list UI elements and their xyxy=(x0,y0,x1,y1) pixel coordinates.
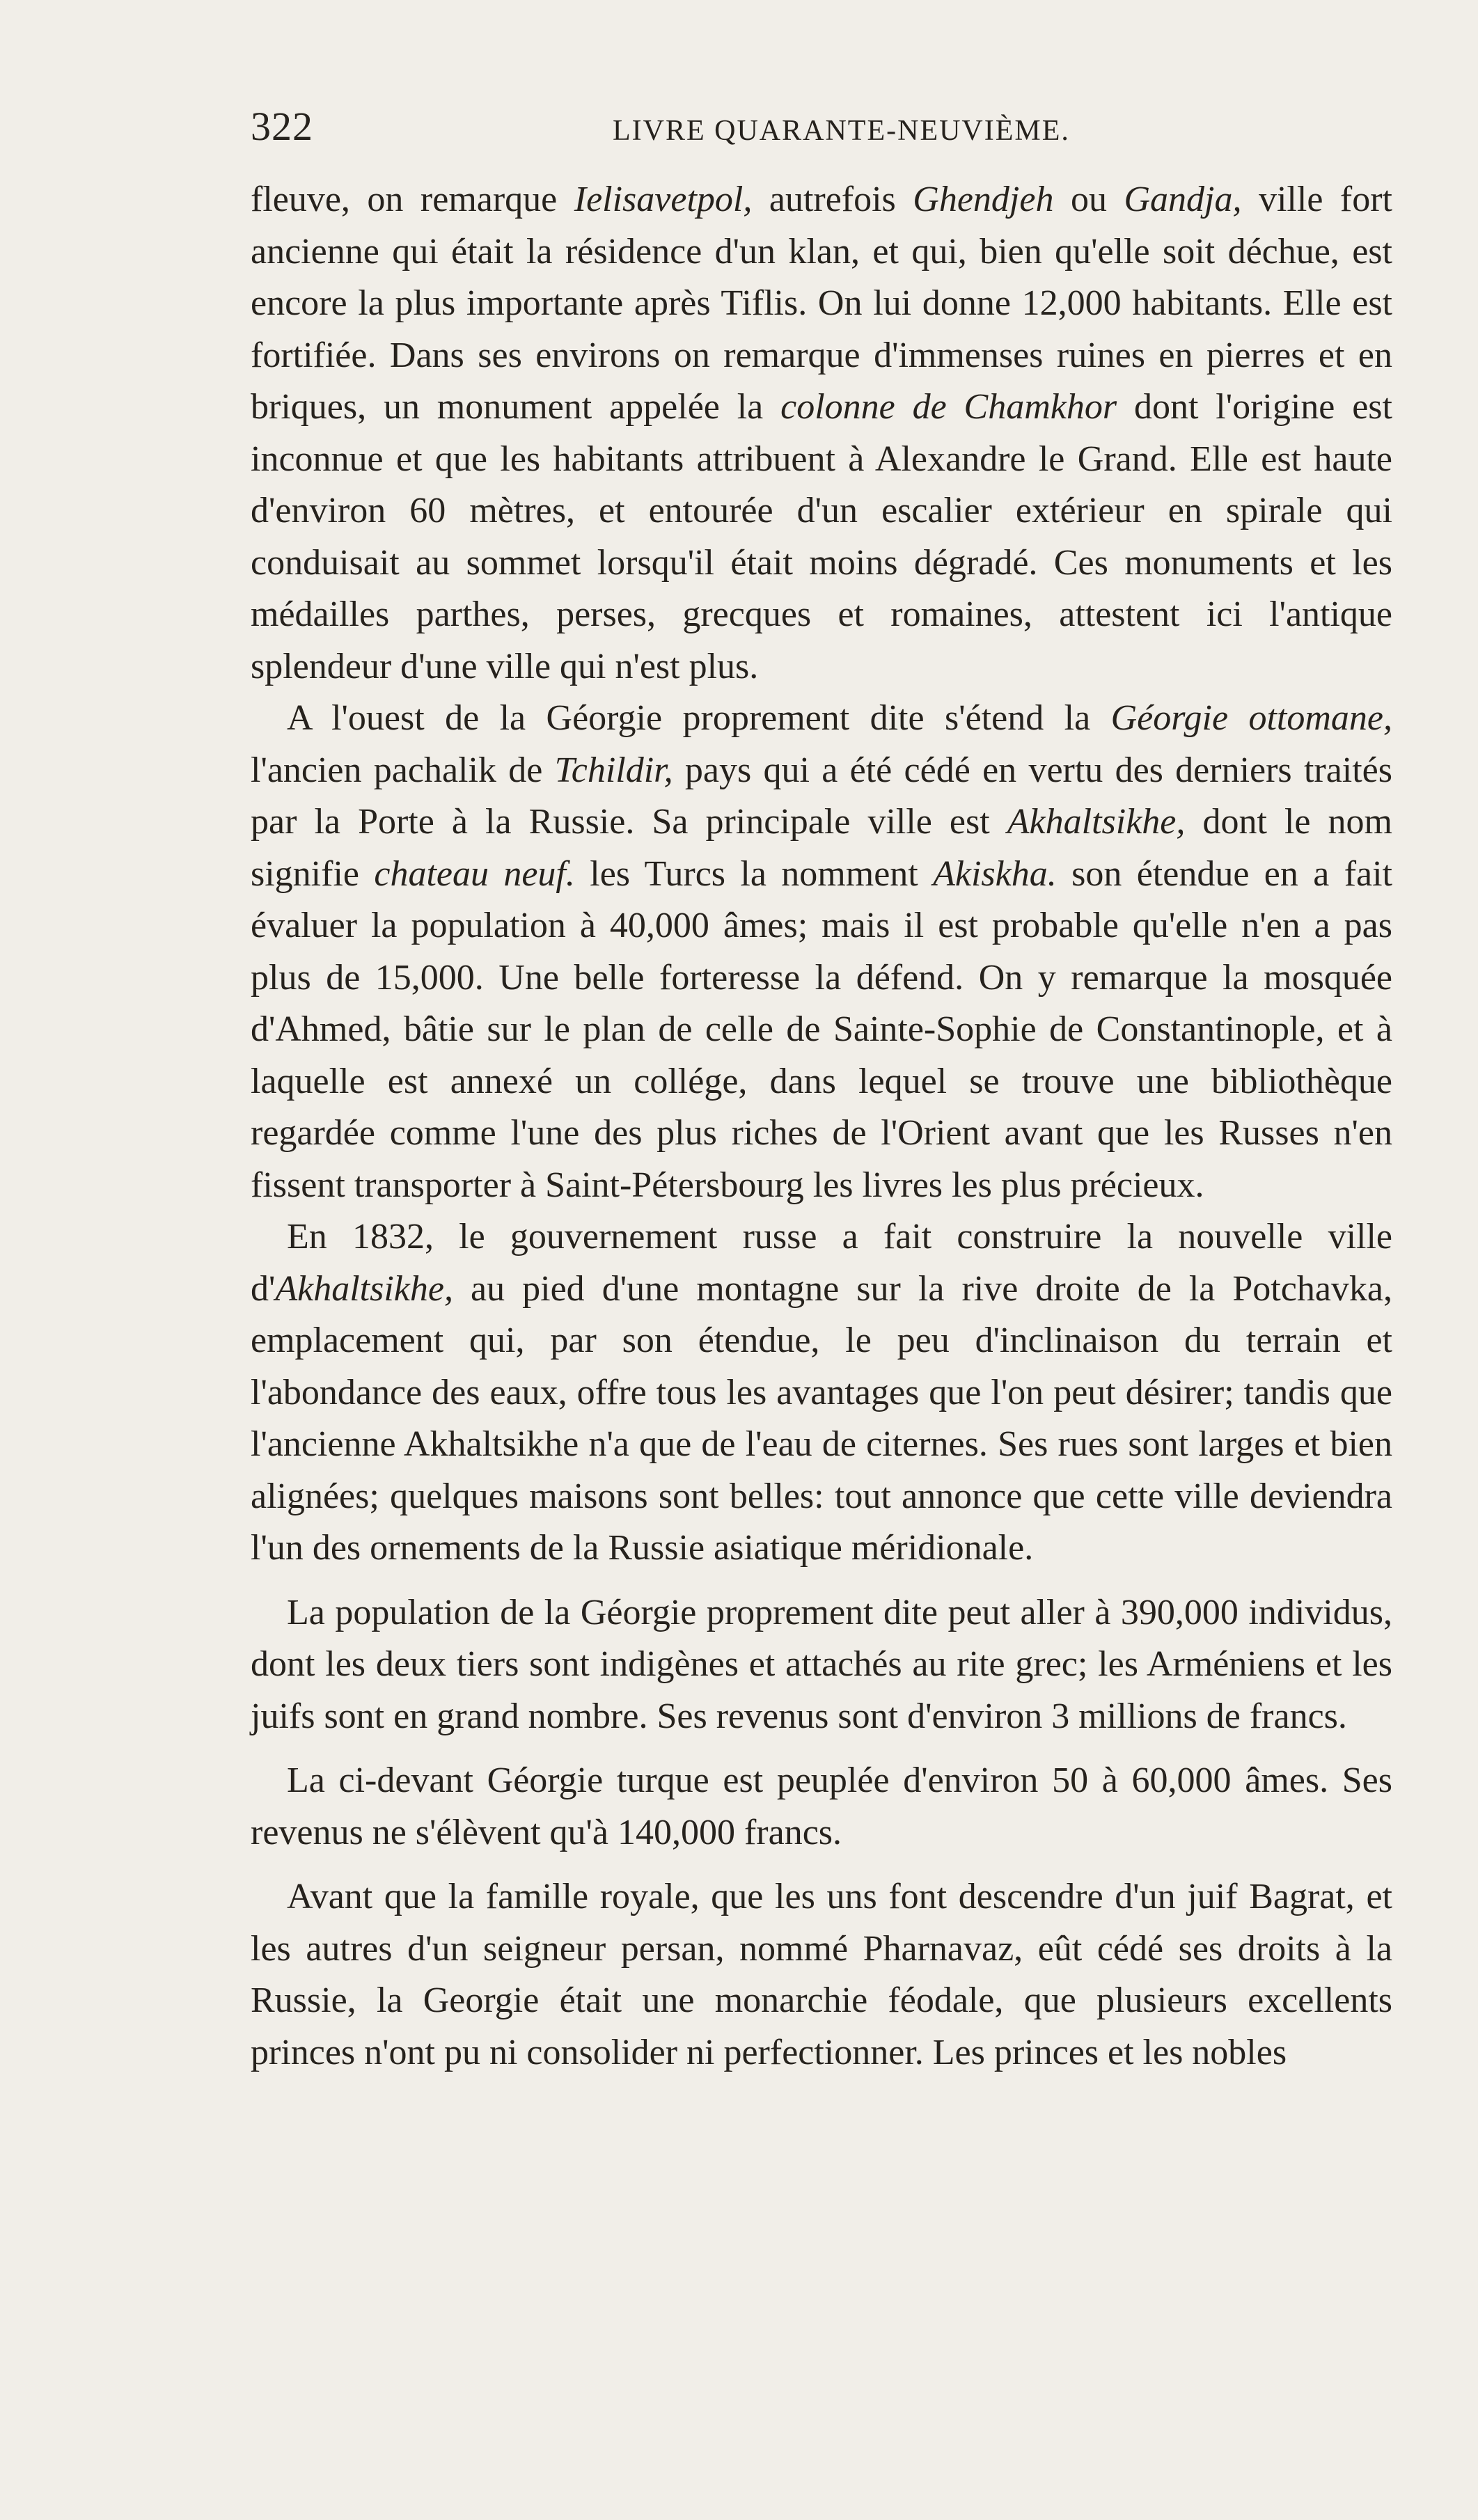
page-number: 322 xyxy=(251,104,313,149)
running-head: LIVRE QUARANTE-NEUVIÈME. xyxy=(613,115,1070,147)
text-segment: son étendue en a fait évaluer la population à 40,000 âmes; mais il est probable qu'elle n'en a pas plus de 15,000. Une belle forteresse la défend. On y remarque la mosquée d'Ahmed, bâtie sur le plan de celle de Sainte-Sophie de Constantinople, et à laquelle est annexé un collége, dans lequel se trouve une bibliothèque regardée comme l'une des plus riches de l'Orient avant que les Russes n'en fissent transporter à Saint-Pétersbourg les livres les plus précieux. xyxy=(251,853,1393,1205)
italic-text-segment: Géorgie ottomane, xyxy=(1110,698,1393,738)
paragraph xyxy=(251,693,1392,1211)
paragraph xyxy=(251,1755,1392,1859)
body-text xyxy=(251,174,1392,2079)
text-segment: A l'ouest de la Géorgie proprement dite s'étend la xyxy=(287,698,1111,738)
text-segment: fleuve, on remarque xyxy=(251,180,574,219)
text-segment: Avant que la famille royale, que les uns font descendre d'un juif Bagrat, et les autres d'un seigneur persan, nommé Pharnavaz, eût cédé ses droits à la Russie, la Georgie était une monarchie féodale, que plusieurs excellents princes n'ont pu ni consolider ni perfectionner. Les princes et les nobles xyxy=(251,1877,1392,2072)
italic-text-segment: Ielisavetpol, xyxy=(574,180,753,219)
text-segment: En 1832, le gouvernement russe a fait construire la nouvelle ville d' xyxy=(251,1217,1392,1309)
italic-text-segment: chateau neuf. xyxy=(374,853,575,894)
italic-text-segment: Akhaltsikhe, xyxy=(1007,802,1186,842)
text-segment: La population de la Géorgie proprement dite peut aller à 390,000 individus, dont les deux tiers sont indigènes et attachés au rite grec; les Arméniens et les juifs sont en grand nombre. Ses revenus sont d'environ 3 millions de francs. xyxy=(251,1592,1392,1736)
paragraph xyxy=(251,1871,1392,2079)
italic-text-segment: Tchildir, xyxy=(554,750,673,790)
text-segment: pays qui a été cédé en vertu des derniers traités par la Porte à la Russie. Sa principale ville est xyxy=(251,750,1393,842)
italic-text-segment: Ghendjeh xyxy=(913,180,1054,219)
text-segment: ou xyxy=(1053,180,1124,219)
text-segment: autrefois xyxy=(752,180,913,219)
paragraph xyxy=(251,174,1392,693)
italic-text-segment: Gandja, xyxy=(1124,180,1242,219)
text-segment: dont le nom signifie xyxy=(251,802,1393,894)
text-segment: ville fort ancienne qui était la résidence d'un klan, et qui, bien qu'elle soit déchue, est encore la plus importante après Tiflis. On lui donne 12,000 habitants. Elle est fortifiée. Dans ses environs on remarque d'immenses ruines en pierres et en briques, un monument appelée la xyxy=(251,180,1392,427)
paragraph xyxy=(251,1211,1392,1575)
text-segment: au pied d'une montagne sur la rive droite de la Potchavka, emplacement qui, par son étendue, le peu d'inclinaison du terrain et l'abondance des eaux, offre tous les avantages que l'on peut désirer; tandis que l'ancienne Akhaltsikhe n'a que de l'eau de citernes. Ses rues sont larges et bien alignées; quelques maisons sont belles: tout annonce que cette ville deviendra l'un des ornements de la Russie asiatique méridionale. xyxy=(251,1268,1392,1568)
page-header xyxy=(251,103,1392,152)
text-segment: les Turcs la nomment xyxy=(574,853,934,894)
paragraph xyxy=(251,1587,1392,1743)
text-segment: l'ancien pachalik de xyxy=(251,750,555,790)
italic-text-segment: Akiskha. xyxy=(933,853,1057,894)
text-segment: La ci-devant Géorgie turque est peuplée d'environ 50 à 60,000 âmes. Ses revenus ne s'élèvent qu'à 140,000 francs. xyxy=(251,1761,1392,1852)
text-segment: dont l'origine est inconnue et que les habitants attribuent à Alexandre le Grand. Elle est haute d'environ 60 mètres, et entourée d'un escalier extérieur en spirale qui conduisait au sommet lorsqu'il était moins dégradé. Ces monuments et les médailles parthes, perses, grecques et romaines, attestent ici l'antique splendeur d'une ville qui n'est plus. xyxy=(251,387,1392,686)
italic-text-segment: colonne de Chamkhor xyxy=(780,387,1117,427)
italic-text-segment: Akhaltsikhe, xyxy=(275,1268,453,1309)
